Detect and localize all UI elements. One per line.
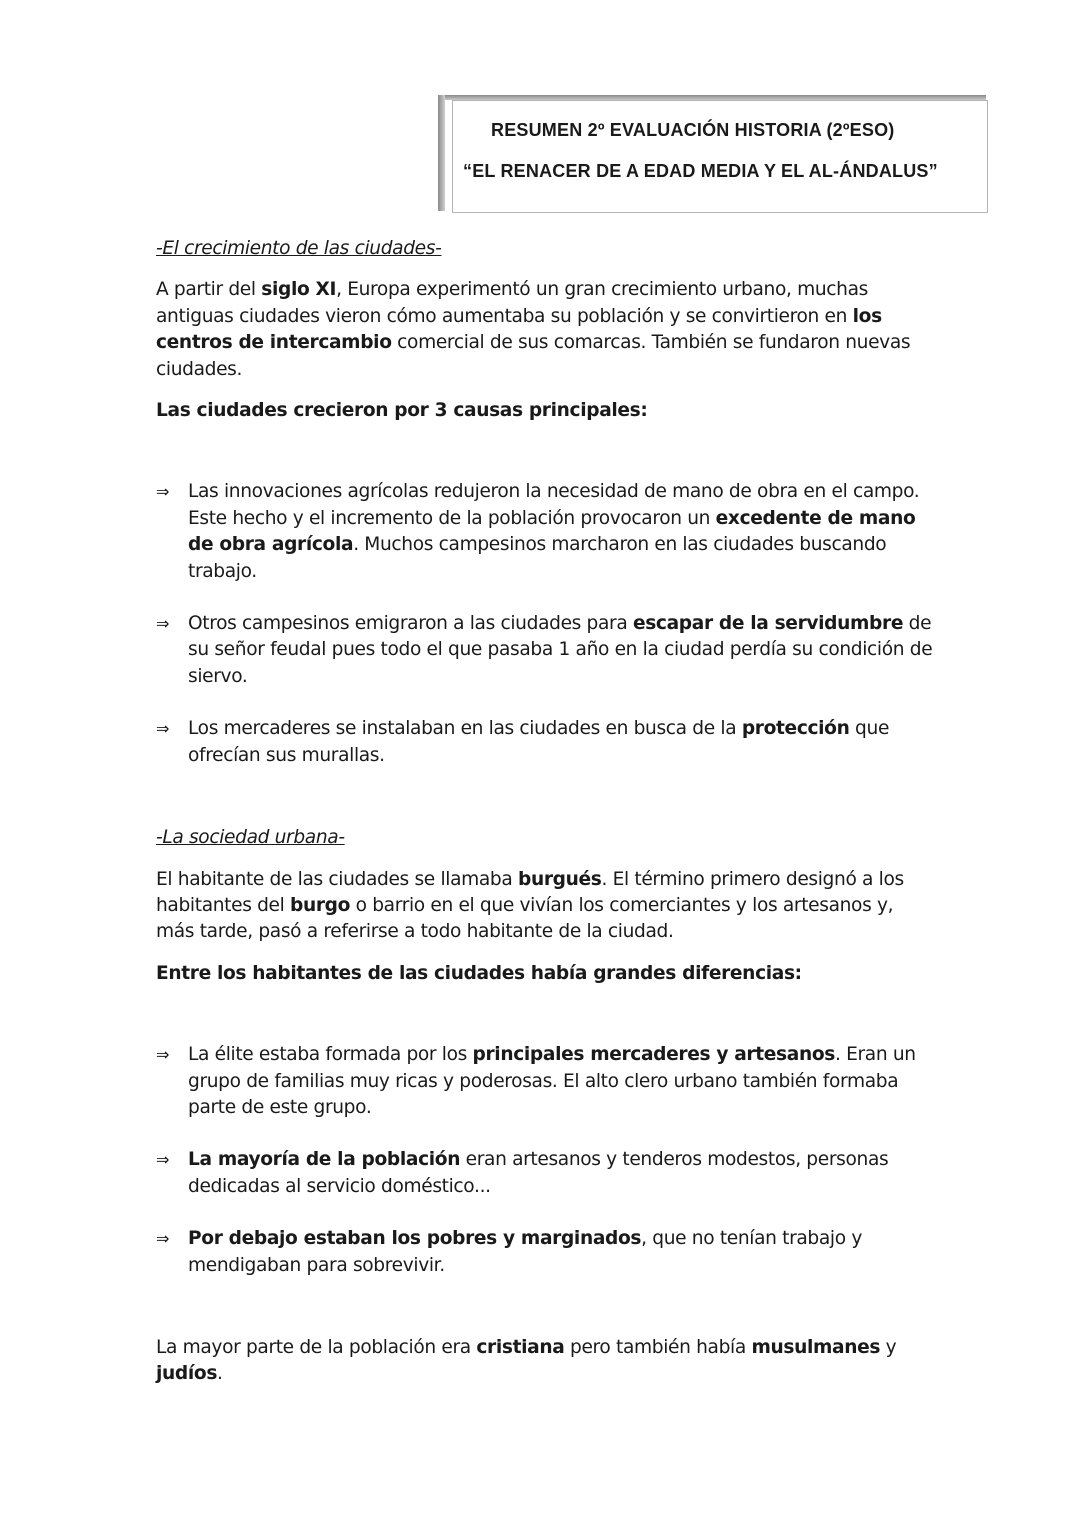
list-item-text: Los mercaderes se instalaban en las ciudades en busca de la protección que ofrecían sus murallas. bbox=[188, 718, 890, 766]
arrow-icon: ⇒ bbox=[156, 482, 170, 502]
emphasis-text: judíos bbox=[156, 1363, 218, 1385]
list-item bbox=[156, 1042, 936, 1121]
list-item bbox=[156, 716, 936, 769]
paragraph: A partir del siglo XI, Europa experimentó un gran crecimiento urbano, muchas antiguas ciudades vieron cómo aumentaba su población y se convirtieron en los centros de intercambio comercial de sus comarcas. También se fundaron nuevas ciudades. bbox=[156, 279, 911, 380]
lead-text: Entre los habitantes de las ciudades había grandes diferencias: bbox=[156, 962, 802, 984]
section-title: -El crecimiento de las ciudades- bbox=[156, 238, 442, 259]
paragraph: El habitante de las ciudades se llamaba burgués. El término primero designó a los habitantes del burgo o barrio en el que vivían los comerciantes y los artesanos y, más tarde, pasó a referirse a todo habitante de la ciudad. bbox=[156, 868, 904, 943]
arrow-icon: ⇒ bbox=[156, 1150, 170, 1170]
header-title-line2: “EL RENACER DE A EDAD MEDIA Y EL AL-ÁNDALUS” bbox=[463, 161, 938, 181]
list-item-text: La mayoría de la población eran artesanos y tenderos modestos, personas dedicadas al servicio doméstico... bbox=[188, 1149, 889, 1197]
section-title: -La sociedad urbana- bbox=[156, 827, 345, 849]
emphasis-text: musulmanes bbox=[751, 1336, 881, 1358]
header-box bbox=[452, 100, 988, 213]
arrow-icon: ⇒ bbox=[156, 1045, 170, 1065]
list-item-text: Por debajo estaban los pobres y marginados, que no tenían trabajo y mendigaban para sobrevivir. bbox=[188, 1228, 862, 1276]
arrow-icon: ⇒ bbox=[156, 614, 170, 634]
list-item bbox=[156, 479, 936, 585]
emphasis-text: siglo XI bbox=[261, 279, 337, 301]
list-item-text: Las innovaciones agrícolas redujeron la necesidad de mano de obra en el campo. Este hecho y el incremento de la población provocaron un excedente de mano de obra agrícola. Muchos campesinos marcharon en las ciudades buscando trabajo. bbox=[188, 481, 920, 582]
arrow-icon: ⇒ bbox=[156, 1229, 170, 1249]
list-item bbox=[156, 611, 936, 690]
emphasis-text: Por debajo estaban los pobres y marginados bbox=[188, 1228, 642, 1250]
emphasis-text: los centros de intercambio bbox=[156, 305, 882, 354]
list-item bbox=[156, 1226, 936, 1279]
emphasis-text: burgués bbox=[517, 868, 602, 890]
emphasis-text: burgo bbox=[290, 894, 351, 916]
emphasis-text: escapar de la servidumbre bbox=[632, 613, 904, 635]
list-item-text: La élite estaba formada por los principales mercaderes y artesanos. Eran un grupo de familias muy ricas y poderosas. El alto clero urbano también formaba parte de este grupo. bbox=[188, 1044, 916, 1118]
list-item-text: Otros campesinos emigraron a las ciudades para escapar de la servidumbre de su señor feudal pues todo el que pasaba 1 año en la ciudad perdía su condición de siervo. bbox=[188, 613, 933, 687]
lead-text: Las ciudades crecieron por 3 causas principales: bbox=[156, 400, 648, 422]
emphasis-text: principales mercaderes y artesanos bbox=[472, 1044, 835, 1066]
header-title-line1: RESUMEN 2º EVALUACIÓN HISTORIA (2ºESO) bbox=[491, 120, 895, 140]
arrow-icon: ⇒ bbox=[156, 719, 170, 739]
emphasis-text: excedente de mano de obra agrícola bbox=[188, 507, 916, 556]
list-item bbox=[156, 1147, 936, 1200]
emphasis-text: protección bbox=[741, 718, 850, 740]
header-shadow-left bbox=[438, 95, 445, 211]
emphasis-text: cristiana bbox=[476, 1336, 565, 1358]
document-body bbox=[156, 236, 936, 1388]
closing-paragraph: La mayor parte de la población era cristiana pero también había musulmanes y judíos. bbox=[156, 1336, 897, 1385]
emphasis-text: La mayoría de la población bbox=[188, 1149, 461, 1171]
